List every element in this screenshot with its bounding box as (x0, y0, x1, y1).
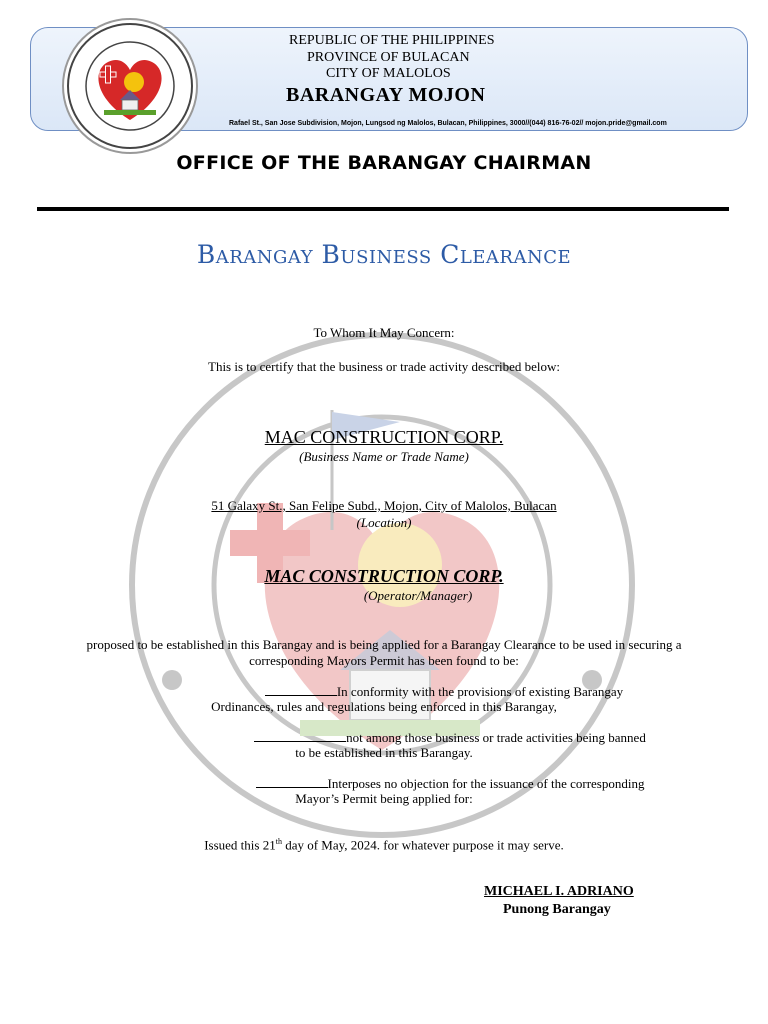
signatory-name: MICHAEL I. ADRIANO (484, 884, 634, 899)
certify-statement: This is to certify that the business or trade activity described below: (208, 359, 560, 374)
header-city: CITY OF MALOLOS (326, 66, 451, 81)
option-no-objection-cont: Mayor’s Permit being applied for: (295, 791, 473, 806)
option-not-banned-text: not among those business or trade activities being banned (346, 730, 646, 745)
option-not-banned-cont: to be established in this Barangay. (295, 745, 473, 760)
proposed-line-1: proposed to be established in this Barangay and is being applied for a Barangay Clearance to be used in securing a (86, 637, 682, 652)
header-address: Rafael St., San Jose Subdivision, Mojon, Lungsod ng Malolos, Bulacan, Philippines, 3000//(044) 816-76-02// mojon.pride@gmail.com (229, 120, 667, 127)
issued-date (0, 837, 768, 853)
blank-line (256, 776, 328, 788)
option-not-banned (66, 730, 768, 746)
issued-sup: th (275, 837, 282, 846)
option-conformity-text: In conformity with the provisions of existing Barangay (336, 684, 624, 699)
signatory-title: Punong Barangay (503, 902, 611, 917)
location-caption: (Location) (356, 515, 412, 530)
header-province: PROVINCE OF BULACAN (307, 50, 470, 65)
operator-name: MAC CONSTRUCTION CORP. (264, 566, 504, 586)
seal-logo (62, 18, 198, 154)
header-barangay: BARANGAY MOJON (286, 84, 486, 106)
blank-line (254, 730, 346, 742)
header-republic: REPUBLIC OF THE PHILIPPINES (289, 33, 495, 48)
divider-rule (37, 207, 729, 211)
blank-line (265, 684, 337, 696)
business-location: 51 Galaxy St., San Felipe Subd., Mojon, City of Malolos, Bulacan (211, 498, 557, 513)
option-conformity (60, 684, 768, 700)
document-title: Barangay Business Clearance (196, 240, 572, 269)
option-no-objection (66, 776, 768, 792)
salutation: To Whom It May Concern: (313, 325, 455, 340)
issued-post: day of May, 2024. for whatever purpose it may serve. (281, 837, 564, 853)
option-no-objection-text: Interposes no objection for the issuance of the corresponding (327, 776, 645, 791)
option-conformity-cont: Ordinances, rules and regulations being enforced in this Barangay, (211, 699, 557, 714)
office-heading: OFFICE OF THE BARANGAY CHAIRMAN (176, 152, 592, 174)
business-name-caption: (Business Name or Trade Name) (299, 449, 469, 464)
business-name: MAC CONSTRUCTION CORP. (264, 427, 504, 447)
seal-emblem-icon (64, 20, 196, 152)
proposed-line-2: corresponding Mayors Permit has been found to be: (249, 653, 519, 668)
issued-pre: Issued this 21 (204, 837, 276, 853)
operator-caption: (Operator/Manager) (363, 588, 473, 603)
